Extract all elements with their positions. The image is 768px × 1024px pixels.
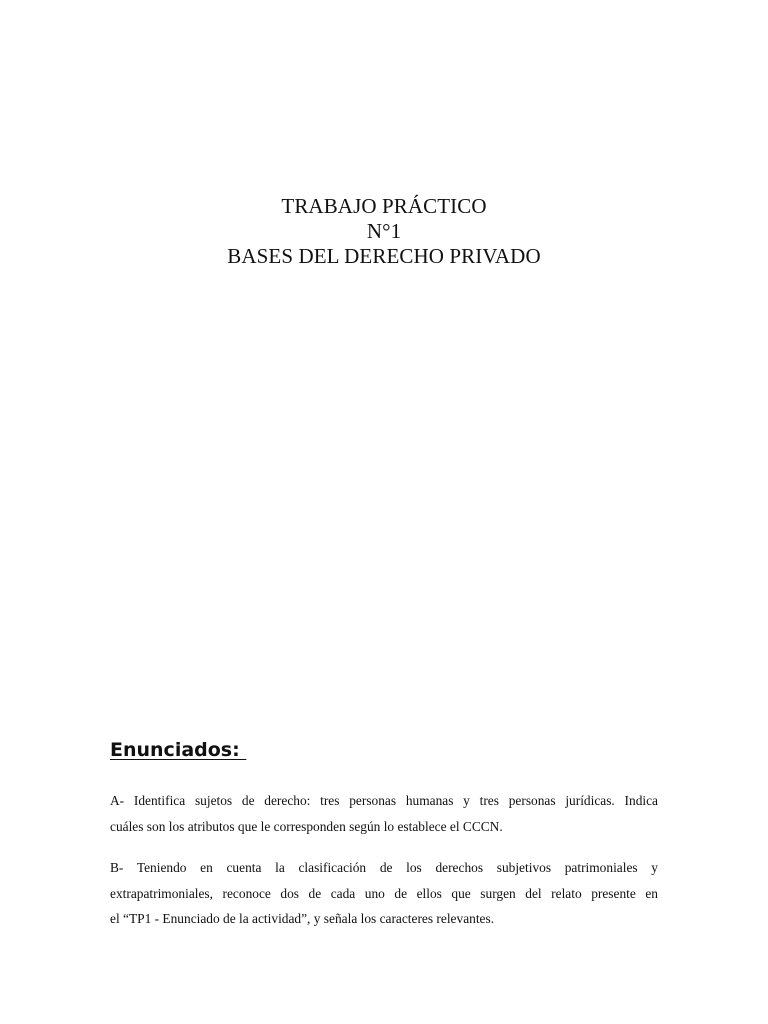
title-line-subject: BASES DEL DERECHO PRIVADO (227, 244, 541, 268)
enunciados-heading: Enunciados: (110, 739, 247, 761)
document-title (0, 194, 768, 269)
enunciado-b-line: el “TP1 - Enunciado de la actividad”, y señala los caracteres relevantes. (110, 911, 495, 926)
enunciado-b-paragraph (110, 855, 658, 932)
title-line-number: N°1 (366, 219, 402, 243)
enunciado-b-line: extrapatrimoniales, reconoce dos de cada uno de ellos que surgen del relato presente en (110, 885, 658, 901)
title-line-assignment: TRABAJO PRÁCTICO (281, 194, 487, 218)
enunciado-b-line: B- Teniendo en cuenta la clasificación de los derechos subjetivos patrimoniales y (110, 860, 658, 875)
enunciado-a-paragraph (110, 788, 658, 839)
enunciado-a-line: A- Identifica sujetos de derecho: tres personas humanas y tres personas jurídicas. Indica (110, 793, 658, 808)
enunciado-a-line: cuáles son los atributos que le corresponden según lo establece el CCCN. (110, 818, 503, 834)
